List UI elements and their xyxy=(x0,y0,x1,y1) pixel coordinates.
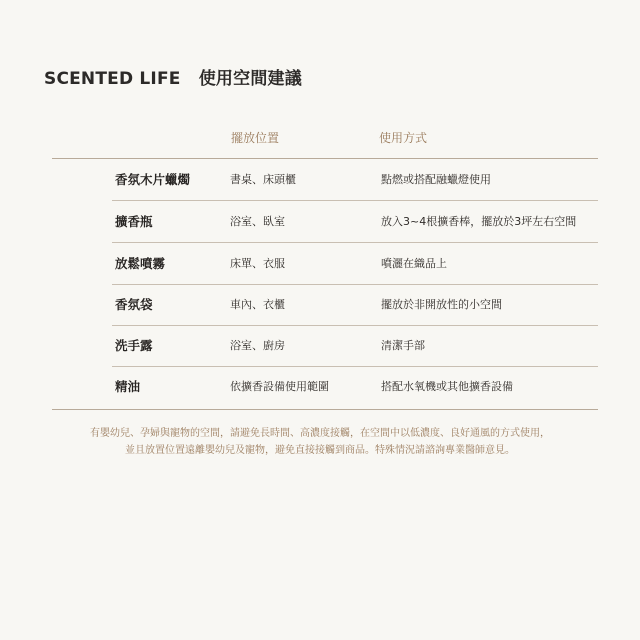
product-name: 擴香瓶 xyxy=(115,214,153,229)
table-row xyxy=(112,243,598,285)
usage-value: 點燃或搭配融蠟燈使用 xyxy=(381,173,491,186)
table-row xyxy=(112,201,598,243)
usage-value: 清潔手部 xyxy=(381,339,425,352)
safety-footnote xyxy=(40,425,600,459)
page-title-chinese: 使用空間建議 xyxy=(198,69,302,89)
page-title-english: SCENTED LIFE xyxy=(44,69,181,89)
product-name: 放鬆噴霧 xyxy=(115,256,166,271)
placement-value: 車內、衣櫃 xyxy=(230,298,285,311)
placement-value: 書桌、床頭櫃 xyxy=(230,173,296,186)
table-row xyxy=(112,284,598,326)
page-title xyxy=(44,64,302,89)
placement-value: 依擴香設備使用範圍 xyxy=(230,380,329,393)
product-name: 香氛木片蠟燭 xyxy=(115,172,191,187)
footnote-line: 有嬰幼兒、孕婦與寵物的空間，請避免長時間、高濃度接觸，在空間中以低濃度、良好通風的方式使用， xyxy=(90,428,550,439)
product-name: 洗手露 xyxy=(115,338,153,353)
column-header-placement: 擺放位置 xyxy=(231,131,280,145)
table-row xyxy=(112,366,598,407)
table-bottom-divider xyxy=(52,409,598,410)
table-row xyxy=(112,325,598,367)
usage-value: 噴灑在織品上 xyxy=(381,257,447,270)
product-name: 精油 xyxy=(115,379,141,394)
table-row xyxy=(112,159,598,201)
placement-value: 浴室、廚房 xyxy=(230,339,285,352)
product-name: 香氛袋 xyxy=(115,297,153,312)
placement-value: 浴室、臥室 xyxy=(230,215,285,228)
placement-value: 床單、衣服 xyxy=(230,257,285,270)
usage-value: 放入3~4根擴香棒，擺放於3坪左右空間 xyxy=(381,215,577,228)
footnote-line: 並且放置位置遠離嬰幼兒及寵物，避免直接接觸到商品。特殊情況請諮詢專業醫師意見。 xyxy=(125,445,515,456)
usage-value: 搭配水氧機或其他擴香設備 xyxy=(381,380,513,393)
column-header-usage: 使用方式 xyxy=(379,131,428,145)
usage-value: 擺放於非開放性的小空間 xyxy=(381,298,502,311)
